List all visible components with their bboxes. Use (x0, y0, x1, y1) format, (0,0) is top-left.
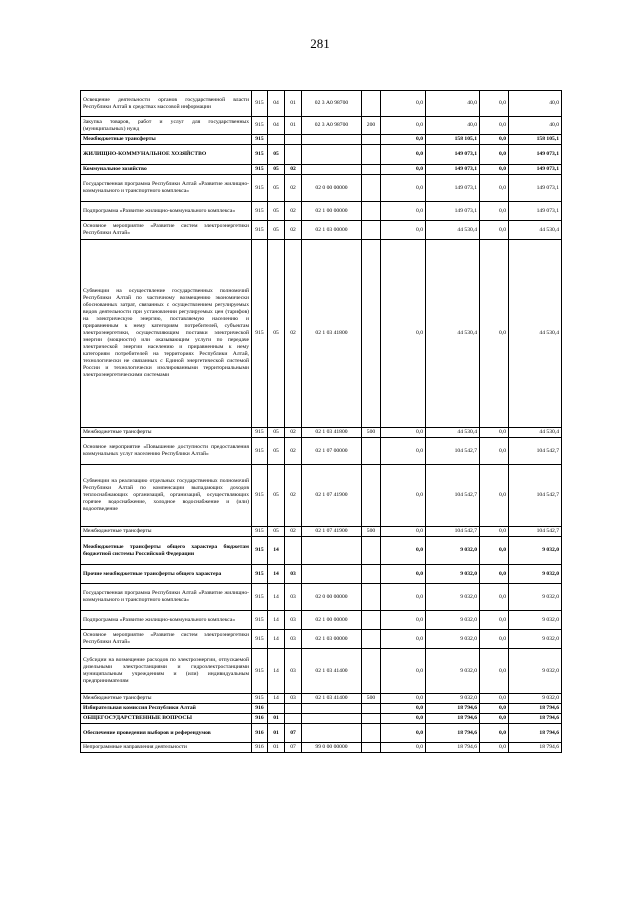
amount-cell: 104 542,7 (509, 527, 562, 537)
amount-cell: 0,0 (480, 240, 509, 428)
amount-cell: 158 105,1 (509, 135, 562, 145)
section-code-cell: 05 (268, 145, 285, 165)
section-code-cell: 05 (268, 465, 285, 527)
amount-cell: 9 032,0 (509, 537, 562, 565)
expense-type-cell (362, 537, 381, 565)
section-code-cell (268, 135, 285, 145)
row-name-cell: Межбюджетные трансферты (81, 694, 252, 704)
amount-cell: 149 073,1 (509, 175, 562, 202)
admin-code-cell: 915 (252, 537, 268, 565)
amount-cell: 0,0 (480, 135, 509, 145)
section-code-cell: 14 (268, 584, 285, 611)
target-article-cell: 02 1 00 00000 (302, 611, 362, 630)
subsection-code-cell: 01 (285, 117, 302, 135)
amount-cell: 0,0 (381, 743, 426, 753)
amount-cell: 0,0 (381, 611, 426, 630)
row-name-cell: Субвенции на осуществление государственных полномочий Республики Алтай по частичному возмещению экономически обоснованных затрат, связанных с осуществлением регулируемых видов деятельности при установлении регулируемых цен (тарифов) на электрическую энергию, поставляемую населению и приравненным к нему категориям потребителей, субъектам электроэнергетики, осуществляющим поставки электрической энергии (мощности) или оказывающим услуги по передаче электрической энергии населению и приравненным к нему категориям потребителей на территориях Республики Алтай, технологически не связанных с Единой энергетической системой России и технологически изолированными территориальными электроэнергетическими системами (81, 240, 252, 428)
amount-cell: 104 542,7 (426, 465, 480, 527)
amount-cell: 0,0 (381, 240, 426, 428)
amount-cell: 104 542,7 (426, 438, 480, 465)
expense-type-cell (362, 724, 381, 743)
amount-cell: 9 032,0 (509, 630, 562, 649)
row-name-cell: Избирательная комиссия Республики Алтай (81, 704, 252, 714)
admin-code-cell: 915 (252, 175, 268, 202)
table-row (81, 724, 562, 743)
target-article-cell: 02 1 03 41800 (302, 428, 362, 438)
admin-code-cell: 915 (252, 584, 268, 611)
target-article-cell: 02 1 03 41400 (302, 649, 362, 694)
table-row (81, 117, 562, 135)
subsection-code-cell: 02 (285, 465, 302, 527)
amount-cell: 0,0 (381, 135, 426, 145)
amount-cell: 0,0 (381, 175, 426, 202)
section-code-cell: 05 (268, 240, 285, 428)
expense-type-cell (362, 221, 381, 240)
target-article-cell (302, 704, 362, 714)
admin-code-cell: 915 (252, 221, 268, 240)
target-article-cell: 02 1 03 41400 (302, 694, 362, 704)
expense-type-cell (362, 91, 381, 117)
expense-type-cell (362, 565, 381, 584)
amount-cell: 9 032,0 (426, 537, 480, 565)
row-name-cell: Основное мероприятие «Повышение доступности предоставления коммунальных услуг населению Республики Алтай» (81, 438, 252, 465)
amount-cell: 0,0 (381, 704, 426, 714)
expense-type-cell: 500 (362, 694, 381, 704)
subsection-code-cell (285, 145, 302, 165)
admin-code-cell: 916 (252, 724, 268, 743)
amount-cell: 40,0 (426, 117, 480, 135)
amount-cell: 44 530,4 (509, 428, 562, 438)
amount-cell: 0,0 (381, 584, 426, 611)
table-row (81, 465, 562, 527)
admin-code-cell: 915 (252, 630, 268, 649)
row-name-cell: Государственная программа Республики Алтай «Развитие жилищно-коммунального и транспортного комплекса» (81, 584, 252, 611)
admin-code-cell: 915 (252, 91, 268, 117)
admin-code-cell: 915 (252, 240, 268, 428)
target-article-cell: 02 3 А0 98700 (302, 117, 362, 135)
amount-cell: 104 542,7 (509, 438, 562, 465)
amount-cell: 0,0 (480, 527, 509, 537)
section-code-cell: 04 (268, 91, 285, 117)
expense-type-cell (362, 175, 381, 202)
amount-cell: 44 530,4 (509, 221, 562, 240)
admin-code-cell: 916 (252, 743, 268, 753)
section-code-cell: 01 (268, 743, 285, 753)
row-name-cell: Межбюджетные трансферты общего характера бюджетам бюджетной системы Российской Федерации (81, 537, 252, 565)
section-code-cell: 05 (268, 165, 285, 175)
table-row (81, 240, 562, 428)
section-code-cell: 05 (268, 438, 285, 465)
amount-cell: 0,0 (480, 743, 509, 753)
amount-cell: 44 530,4 (509, 240, 562, 428)
amount-cell: 18 794,6 (426, 714, 480, 724)
amount-cell: 9 032,0 (509, 565, 562, 584)
expense-type-cell (362, 438, 381, 465)
amount-cell: 0,0 (381, 117, 426, 135)
admin-code-cell: 915 (252, 165, 268, 175)
amount-cell: 0,0 (480, 694, 509, 704)
target-article-cell: 02 1 03 00000 (302, 630, 362, 649)
section-code-cell: 05 (268, 175, 285, 202)
subsection-code-cell (285, 537, 302, 565)
amount-cell: 9 032,0 (426, 694, 480, 704)
amount-cell: 149 073,1 (426, 175, 480, 202)
expense-type-cell (362, 630, 381, 649)
subsection-code-cell: 03 (285, 611, 302, 630)
row-name-cell: ОБЩЕГОСУДАРСТВЕННЫЕ ВОПРОСЫ (81, 714, 252, 724)
amount-cell: 0,0 (480, 91, 509, 117)
target-article-cell: 02 1 03 41800 (302, 240, 362, 428)
table-row (81, 175, 562, 202)
amount-cell: 0,0 (480, 584, 509, 611)
amount-cell: 0,0 (381, 694, 426, 704)
section-code-cell (268, 704, 285, 714)
amount-cell: 0,0 (480, 221, 509, 240)
amount-cell: 9 032,0 (426, 630, 480, 649)
amount-cell: 0,0 (381, 537, 426, 565)
section-code-cell: 01 (268, 724, 285, 743)
amount-cell: 149 073,1 (509, 202, 562, 221)
target-article-cell (302, 165, 362, 175)
table-row (81, 694, 562, 704)
section-code-cell: 05 (268, 527, 285, 537)
row-name-cell: Подпрограмма «Развитие жилищно-коммунального комплекса» (81, 611, 252, 630)
target-article-cell: 02 0 00 00000 (302, 584, 362, 611)
amount-cell: 0,0 (381, 630, 426, 649)
row-name-cell: Обеспечение проведения выборов и референдумов (81, 724, 252, 743)
table-row (81, 630, 562, 649)
row-name-cell: Прочие межбюджетные трансферты общего характера (81, 565, 252, 584)
amount-cell: 0,0 (381, 565, 426, 584)
admin-code-cell: 915 (252, 527, 268, 537)
subsection-code-cell: 03 (285, 565, 302, 584)
admin-code-cell: 915 (252, 202, 268, 221)
table-row (81, 221, 562, 240)
amount-cell: 0,0 (480, 117, 509, 135)
amount-cell: 0,0 (480, 714, 509, 724)
amount-cell: 44 530,4 (426, 428, 480, 438)
section-code-cell: 14 (268, 630, 285, 649)
amount-cell: 44 530,4 (426, 221, 480, 240)
admin-code-cell: 915 (252, 135, 268, 145)
admin-code-cell: 915 (252, 428, 268, 438)
expense-type-cell (362, 145, 381, 165)
amount-cell: 0,0 (480, 724, 509, 743)
amount-cell: 9 032,0 (509, 649, 562, 694)
table-row (81, 135, 562, 145)
target-article-cell: 02 1 07 41900 (302, 465, 362, 527)
amount-cell: 9 032,0 (509, 694, 562, 704)
amount-cell: 0,0 (381, 649, 426, 694)
expense-type-cell (362, 714, 381, 724)
table-row (81, 527, 562, 537)
admin-code-cell: 915 (252, 117, 268, 135)
amount-cell: 18 794,6 (426, 724, 480, 743)
amount-cell: 149 073,1 (426, 165, 480, 175)
amount-cell: 0,0 (480, 438, 509, 465)
subsection-code-cell (285, 704, 302, 714)
amount-cell: 0,0 (480, 630, 509, 649)
table-row (81, 565, 562, 584)
amount-cell: 0,0 (480, 611, 509, 630)
amount-cell: 0,0 (381, 465, 426, 527)
amount-cell: 0,0 (381, 527, 426, 537)
expense-type-cell: 200 (362, 117, 381, 135)
amount-cell: 0,0 (381, 221, 426, 240)
amount-cell: 44 530,4 (426, 240, 480, 428)
admin-code-cell: 915 (252, 145, 268, 165)
target-article-cell (302, 714, 362, 724)
target-article-cell: 02 3 А0 98700 (302, 91, 362, 117)
amount-cell: 149 073,1 (426, 202, 480, 221)
amount-cell: 0,0 (381, 428, 426, 438)
amount-cell: 18 794,6 (509, 743, 562, 753)
row-name-cell: Субсидии на возмещение расходов по электроэнергии, отпускаемой дизельными электростанциями и гидроэлектростанциями муниципальным учреждениям и (или) индивидуальным предпринимателям (81, 649, 252, 694)
amount-cell: 18 794,6 (426, 704, 480, 714)
amount-cell: 0,0 (381, 91, 426, 117)
expense-type-cell (362, 240, 381, 428)
table-row (81, 91, 562, 117)
table-row (81, 714, 562, 724)
amount-cell: 0,0 (480, 704, 509, 714)
table-row (81, 649, 562, 694)
section-code-cell: 05 (268, 221, 285, 240)
amount-cell: 18 794,6 (426, 743, 480, 753)
table-row (81, 165, 562, 175)
target-article-cell: 02 1 00 00000 (302, 202, 362, 221)
amount-cell: 149 073,1 (509, 165, 562, 175)
section-code-cell: 04 (268, 117, 285, 135)
section-code-cell: 05 (268, 202, 285, 221)
amount-cell: 0,0 (381, 714, 426, 724)
amount-cell: 9 032,0 (426, 584, 480, 611)
amount-cell: 40,0 (509, 91, 562, 117)
admin-code-cell: 916 (252, 714, 268, 724)
admin-code-cell: 916 (252, 704, 268, 714)
target-article-cell (302, 135, 362, 145)
section-code-cell: 14 (268, 611, 285, 630)
subsection-code-cell: 02 (285, 221, 302, 240)
table-row (81, 428, 562, 438)
row-name-cell: Основное мероприятие «Развитие систем электроэнергетики Республики Алтай» (81, 221, 252, 240)
target-article-cell: 99 0 00 00000 (302, 743, 362, 753)
expense-type-cell (362, 584, 381, 611)
section-code-cell: 05 (268, 428, 285, 438)
table-row (81, 438, 562, 465)
amount-cell: 0,0 (480, 428, 509, 438)
amount-cell: 0,0 (480, 145, 509, 165)
target-article-cell (302, 565, 362, 584)
row-name-cell: Межбюджетные трансферты (81, 135, 252, 145)
amount-cell: 104 542,7 (509, 465, 562, 527)
target-article-cell: 02 0 00 00000 (302, 175, 362, 202)
expense-type-cell: 500 (362, 428, 381, 438)
row-name-cell: Подпрограмма «Развитие жилищно-коммунального комплекса» (81, 202, 252, 221)
amount-cell: 0,0 (381, 202, 426, 221)
expense-type-cell (362, 202, 381, 221)
amount-cell: 0,0 (480, 465, 509, 527)
amount-cell: 40,0 (426, 91, 480, 117)
target-article-cell (302, 724, 362, 743)
expense-type-cell (362, 611, 381, 630)
admin-code-cell: 915 (252, 465, 268, 527)
subsection-code-cell: 03 (285, 584, 302, 611)
target-article-cell: 02 1 03 00000 (302, 221, 362, 240)
table-row (81, 743, 562, 753)
section-code-cell: 14 (268, 694, 285, 704)
amount-cell: 40,0 (509, 117, 562, 135)
amount-cell: 149 073,1 (509, 145, 562, 165)
subsection-code-cell: 07 (285, 724, 302, 743)
amount-cell: 18 794,6 (509, 724, 562, 743)
subsection-code-cell: 02 (285, 527, 302, 537)
subsection-code-cell: 07 (285, 743, 302, 753)
amount-cell: 9 032,0 (426, 611, 480, 630)
row-name-cell: Субвенции на реализацию отдельных государственных полномочий Республики Алтай по компенсации выпадающих доходов теплоснабжающих организаций, организаций, осуществляющих горячее водоснабжение, холодное водоснабжение и (или) водоотведение (81, 465, 252, 527)
subsection-code-cell: 02 (285, 240, 302, 428)
target-article-cell (302, 537, 362, 565)
page-number: 281 (310, 36, 330, 51)
admin-code-cell: 915 (252, 611, 268, 630)
section-code-cell: 14 (268, 649, 285, 694)
table-row (81, 611, 562, 630)
amount-cell: 149 073,1 (426, 145, 480, 165)
subsection-code-cell (285, 714, 302, 724)
amount-cell: 0,0 (381, 438, 426, 465)
subsection-code-cell: 02 (285, 428, 302, 438)
expense-type-cell (362, 165, 381, 175)
target-article-cell: 02 1 07 00000 (302, 438, 362, 465)
row-name-cell: Освещение деятельности органов государственной власти Республики Алтай в средствах массовой информации (81, 91, 252, 117)
row-name-cell: Непрограммные направления деятельности (81, 743, 252, 753)
table-row (81, 202, 562, 221)
subsection-code-cell: 03 (285, 649, 302, 694)
subsection-code-cell (285, 135, 302, 145)
budget-table (80, 90, 562, 753)
target-article-cell (302, 145, 362, 165)
table-row (81, 537, 562, 565)
subsection-code-cell: 02 (285, 202, 302, 221)
expense-type-cell (362, 704, 381, 714)
row-name-cell: Основное мероприятие «Развитие систем электроэнергетики Республики Алтай» (81, 630, 252, 649)
admin-code-cell: 915 (252, 694, 268, 704)
subsection-code-cell: 02 (285, 175, 302, 202)
expense-type-cell (362, 135, 381, 145)
amount-cell: 9 032,0 (509, 611, 562, 630)
target-article-cell: 02 1 07 41900 (302, 527, 362, 537)
expense-type-cell (362, 649, 381, 694)
amount-cell: 9 032,0 (426, 649, 480, 694)
admin-code-cell: 915 (252, 565, 268, 584)
row-name-cell: Закупка товаров, работ и услуг для государственных (муниципальных) нужд (81, 117, 252, 135)
amount-cell: 0,0 (381, 724, 426, 743)
amount-cell: 158 105,1 (426, 135, 480, 145)
row-name-cell: Межбюджетные трансферты (81, 428, 252, 438)
subsection-code-cell: 02 (285, 438, 302, 465)
subsection-code-cell: 01 (285, 91, 302, 117)
table-row (81, 145, 562, 165)
amount-cell: 104 542,7 (426, 527, 480, 537)
amount-cell: 18 794,6 (509, 704, 562, 714)
amount-cell: 9 032,0 (509, 584, 562, 611)
admin-code-cell: 915 (252, 649, 268, 694)
expense-type-cell: 500 (362, 527, 381, 537)
amount-cell: 0,0 (480, 202, 509, 221)
row-name-cell: Коммунальное хозяйство (81, 165, 252, 175)
amount-cell: 18 794,6 (509, 714, 562, 724)
section-code-cell: 01 (268, 714, 285, 724)
subsection-code-cell: 02 (285, 165, 302, 175)
amount-cell: 0,0 (480, 165, 509, 175)
section-code-cell: 14 (268, 537, 285, 565)
row-name-cell: Межбюджетные трансферты (81, 527, 252, 537)
table-row (81, 584, 562, 611)
amount-cell: 0,0 (480, 565, 509, 584)
amount-cell: 0,0 (381, 165, 426, 175)
table-body (81, 91, 562, 753)
expense-type-cell (362, 743, 381, 753)
amount-cell: 0,0 (480, 175, 509, 202)
subsection-code-cell: 03 (285, 630, 302, 649)
row-name-cell: ЖИЛИЩНО-КОММУНАЛЬНОЕ ХОЗЯЙСТВО (81, 145, 252, 165)
amount-cell: 0,0 (480, 649, 509, 694)
admin-code-cell: 915 (252, 438, 268, 465)
amount-cell: 0,0 (480, 537, 509, 565)
amount-cell: 9 032,0 (426, 565, 480, 584)
expense-type-cell (362, 465, 381, 527)
row-name-cell: Государственная программа Республики Алтай «Развитие жилищно-коммунального и транспортного комплекса» (81, 175, 252, 202)
amount-cell: 0,0 (381, 145, 426, 165)
table-row (81, 704, 562, 714)
section-code-cell: 14 (268, 565, 285, 584)
subsection-code-cell: 03 (285, 694, 302, 704)
